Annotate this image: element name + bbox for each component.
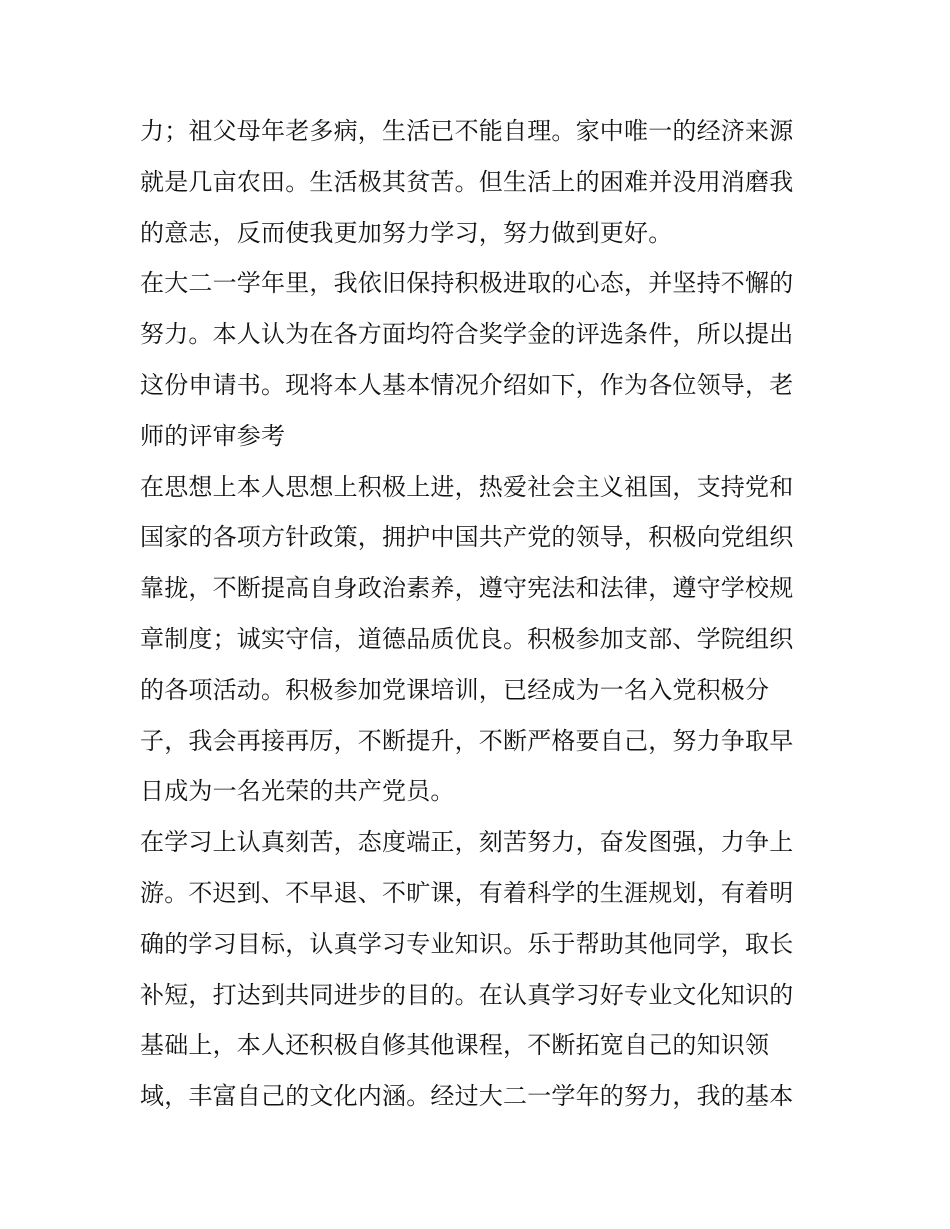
text-line-13: 子，我会再接再厉，不断提升，不断严格要自己，努力争取早 — [140, 726, 794, 755]
text-line-3: 的意志，反而使我更加努力学习，努力做到更好。 — [140, 218, 673, 247]
text-line-16: 游。不迟到、不早退、不旷课，有着科学的生涯规划，有着明 — [140, 878, 794, 907]
text-line-15: 在学习上认真刻苦，态度端正，刻苦努力，奋发图强，力争上 — [140, 828, 794, 857]
text-line-17: 确的学习目标，认真学习专业知识。乐于帮助其他同学，取长 — [140, 929, 794, 958]
document-body-text — [140, 106, 820, 1122]
text-line-6: 这份申请书。现将本人基本情况介绍如下，作为各位领导，老 — [140, 370, 794, 399]
text-line-2: 就是几亩农田。生活极其贫苦。但生活上的困难并没用消磨我 — [140, 167, 794, 196]
text-line-9: 国家的各项方针政策，拥护中国共产党的领导，积极向党组织 — [140, 523, 794, 552]
text-line-5: 努力。本人认为在各方面均符合奖学金的评选条件，所以提出 — [140, 320, 794, 349]
text-line-7: 师的评审参考 — [140, 421, 286, 450]
text-line-12: 的各项活动。积极参加党课培训，已经成为一名入党积极分 — [140, 675, 770, 704]
text-line-18: 补短，打达到共同进步的目的。在认真学习好专业文化知识的 — [140, 980, 794, 1009]
text-line-20: 域，丰富自己的文化内涵。经过大二一学年的努力，我的基本 — [140, 1082, 794, 1111]
text-line-4: 在大二一学年里，我依旧保持积极进取的心态，并坚持不懈的 — [140, 269, 794, 298]
text-line-10: 靠拢，不断提高自身政治素养，遵守宪法和法律，遵守学校规 — [140, 574, 794, 603]
text-line-8: 在思想上本人思想上积极上进，热爱社会主义祖国，支持党和 — [140, 472, 794, 501]
text-line-11: 章制度；诚实守信，道德品质优良。积极参加支部、学院组织 — [140, 624, 794, 653]
text-line-14: 日成为一名光荣的共产党员。 — [140, 777, 455, 806]
text-line-1: 力；祖父母年老多病，生活已不能自理。家中唯一的经济来源 — [140, 117, 794, 145]
text-line-19: 基础上，本人还积极自修其他课程，不断拓宽自己的知识领 — [140, 1031, 770, 1060]
